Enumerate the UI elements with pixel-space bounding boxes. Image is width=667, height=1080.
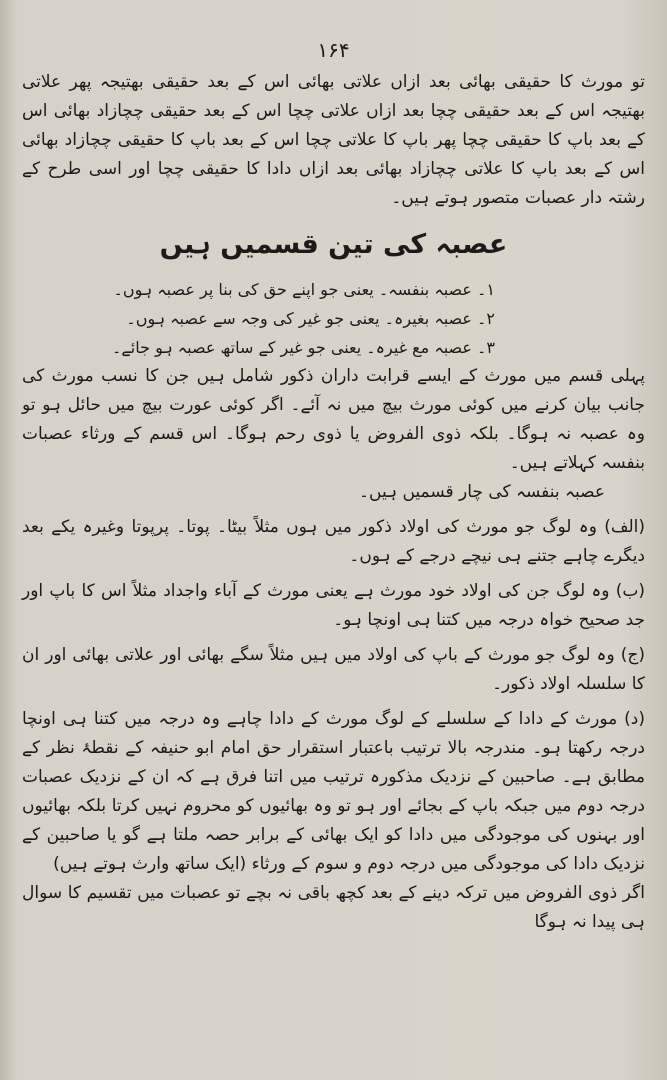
four-kinds-line: عصبہ بنفسہ کی چار قسمیں ہیں۔ — [359, 482, 605, 502]
type-item-1: ۱۔ عصبہ بنفسہ۔ یعنی جو اپنے حق کی بنا پر عصبہ ہوں۔ — [113, 280, 495, 299]
clause-jim: (ج) وہ لوگ جو مورث کے باپ کی اولاد میں ہیں مثلاً سگے بھائی اور علاتی بھائی اور ان کا سلسلہ اولاد ذکور۔ — [22, 645, 645, 694]
section-heading: عصبہ کی تین قسمیں ہیں — [159, 229, 508, 260]
type-item-2: ۲۔ عصبہ بغیرہ۔ یعنی جو غیر کی وجہ سے عصبہ ہوں۔ — [126, 309, 495, 328]
page-number: ۱۶۴ — [317, 38, 350, 62]
page-body — [22, 68, 645, 1040]
clause-alif: (الف) وہ لوگ جو مورث کی اولاد ذکور میں ہوں مثلاً بیٹا۔ پوتا۔ پرپوتا وغیرہ یکے بعد دیگرے چاہے جتنے ہی نیچے درجے کے ہوں۔ — [22, 517, 645, 566]
clause-be: (ب) وہ لوگ جن کی اولاد خود مورث ہے یعنی مورث کے آباء واجداد مثلاً اس کا باپ اور جد صحیح خواہ درجہ میں کتنا ہی اونچا ہو۔ — [22, 581, 645, 630]
intro-paragraph: تو مورث کا حقیقی بھائی بعد ازاں علاتی بھائی اس کے بعد حقیقی بھتیجہ پھر علاتی بھتیجہ اس کے بعد حقیقی چچا بعد ازاں علاتی چچا اس کے بعد حقیقی چچازاد بھائی اس کے بعد باپ کا حقیقی چچا پھر باپ کا علاتی چچا اس کے بعد باپ کا حقیقی چچازاد بھائی اس کے بعد باپ کا علاتی چچازاد بھائی بعد ازاں دادا کا حقیقی چچا اور اسی طرح کے رشتہ دار عصبات متصور ہوتے ہیں۔ — [22, 72, 645, 208]
closing-line: اگر ذوی الفروض میں ترکہ دینے کے بعد کچھ باقی نہ بچے تو عصبات میں تقسیم کا سوال ہی پیدا نہ ہوگا — [22, 883, 645, 932]
first-type-paragraph: پہلی قسم میں مورث کے ایسے قرابت داران ذکور شامل ہیں جن کا نسب مورث کی جانب بیان کرنے میں کوئی مورث بیچ میں نہ آئے۔ اگر کوئی عورت بیچ میں حائل ہو تو وہ عصبہ نہ ہوگا۔ بلکہ ذوی الفروض یا ذوی رحم ہوگا۔ اس قسم کے ورثاء عصبات بنفسہ کہلاتے ہیں۔ — [22, 366, 645, 473]
type-item-3: ۳۔ عصبہ مع غیرہ۔ یعنی جو غیر کے ساتھ عصبہ ہو جائے۔ — [112, 338, 495, 357]
clause-dal: (د) مورث کے دادا کے سلسلے کے لوگ مورث کے دادا چاہے وہ درجہ میں کتنا ہی اونچا درجہ رکھتا ہو۔ مندرجہ بالا ترتیب باعتبار استقرار حق امام ابو حنیفہ کے نقطۂ نظر کے مطابق ہے۔ صاحبین کے نزدیک مذکورہ ترتیب میں اتنا فرق ہے کہ ان کے نزدیک عصبات درجہ دوم میں جبکہ باپ کے بجائے اور ہو تو وہ بھائیوں کو محروم نہیں کرتا بلکہ بھائیوں اور بہنوں کی موجودگی میں دادا کو ایک بھائی کے برابر حصہ ملتا ہے گو یا صاحبین کے نزدیک دادا کی موجودگی میں درجہ دوم و سوم کے ورثاء (ایک ساتھ وارث ہوتے ہیں) — [22, 709, 645, 874]
